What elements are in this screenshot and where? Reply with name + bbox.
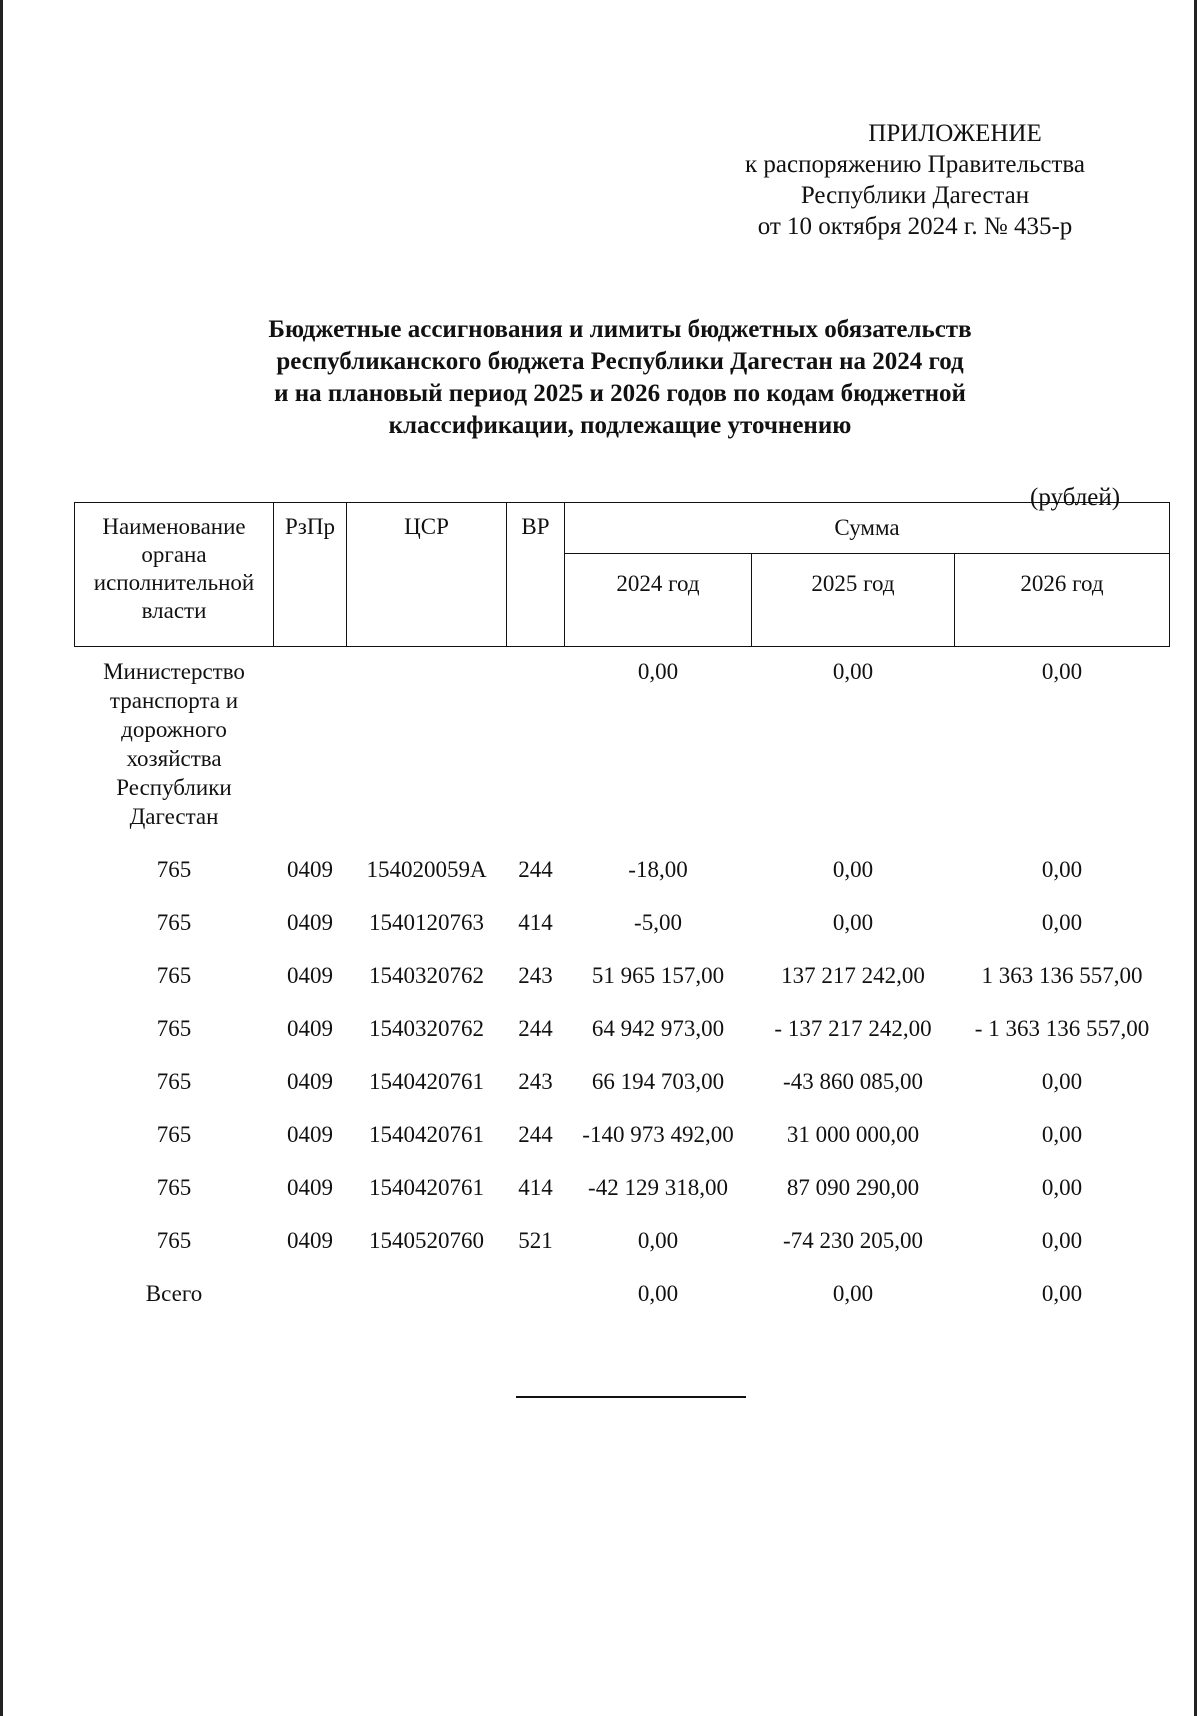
cell-2026: 0,00 xyxy=(1041,1122,1083,1147)
cell-org: 765 xyxy=(156,1122,192,1147)
cell-2024: 51 965 157,00 xyxy=(591,963,725,988)
cell-2026: 0,00 xyxy=(1041,910,1083,935)
cell-vr: 521 xyxy=(518,1228,553,1253)
ministry-2025: 0,00 xyxy=(832,659,874,684)
closing-divider xyxy=(516,1396,746,1398)
document-title-line-2: республиканского бюджета Республики Дагестан на 2024 год xyxy=(276,348,964,375)
total-2026: 0,00 xyxy=(1041,1281,1083,1306)
cell-csr: 1540420761 xyxy=(369,1175,484,1200)
document-title-line-1: Бюджетные ассигнования и лимиты бюджетных обязательств xyxy=(268,316,972,343)
cell-2024: -42 129 318,00 xyxy=(588,1175,728,1200)
cell-2026: 0,00 xyxy=(1041,1228,1083,1253)
total-vr xyxy=(507,1276,565,1319)
cell-2025: 0,00 xyxy=(832,910,874,935)
cell-2026: - 1 363 136 557,00 xyxy=(974,1016,1150,1041)
ministry-name: Министерство транспорта и дорожного хозяйства Республики Дагестан xyxy=(103,659,245,829)
header-vr: ВР xyxy=(507,503,565,647)
cell-2024: 64 942 973,00 xyxy=(591,1016,725,1041)
cell-vr: 244 xyxy=(518,1122,553,1147)
cell-rzpr: 0409 xyxy=(287,910,333,935)
cell-2025: 31 000 000,00 xyxy=(786,1122,920,1147)
cell-2024: -18,00 xyxy=(628,857,688,882)
cell-2026: 0,00 xyxy=(1041,1175,1083,1200)
ministry-vr xyxy=(507,647,565,853)
header-year-2026: 2026 год xyxy=(955,554,1170,647)
cell-org: 765 xyxy=(156,963,192,988)
cell-rzpr: 0409 xyxy=(287,1016,333,1041)
cell-csr: 1540420761 xyxy=(369,1122,484,1147)
ministry-2026: 0,00 xyxy=(1041,659,1083,684)
total-label: Всего xyxy=(145,1281,203,1306)
cell-csr: 1540120763 xyxy=(369,910,484,935)
ministry-rzpr xyxy=(274,647,347,853)
header-rzpr: РзПр xyxy=(274,503,347,647)
table-row xyxy=(75,958,1170,1011)
cell-2024: 66 194 703,00 xyxy=(591,1069,725,1094)
document-title-line-3: и на плановый период 2025 и 2026 годов по кодам бюджетной xyxy=(274,380,966,407)
cell-2025: - 137 217 242,00 xyxy=(774,1016,932,1041)
cell-vr: 244 xyxy=(518,1016,553,1041)
cell-vr: 414 xyxy=(518,1175,553,1200)
table-row xyxy=(75,1064,1170,1117)
cell-csr: 1540520760 xyxy=(369,1228,484,1253)
ministry-csr xyxy=(347,647,507,853)
page-edge-left xyxy=(0,0,3,1716)
cell-2024: -5,00 xyxy=(634,910,682,935)
units-label: (рублей) xyxy=(1030,484,1121,511)
cell-org: 765 xyxy=(156,1016,192,1041)
total-row xyxy=(75,1276,1170,1319)
cell-org: 765 xyxy=(156,1228,192,1253)
cell-2025: -74 230 205,00 xyxy=(783,1228,923,1253)
cell-2026: 0,00 xyxy=(1041,857,1083,882)
cell-vr: 414 xyxy=(518,910,553,935)
cell-org: 765 xyxy=(156,1175,192,1200)
table-row xyxy=(75,852,1170,905)
cell-vr: 243 xyxy=(518,963,553,988)
cell-rzpr: 0409 xyxy=(287,1069,333,1094)
cell-2025: 87 090 290,00 xyxy=(786,1175,920,1200)
cell-org: 765 xyxy=(156,857,192,882)
cell-vr: 243 xyxy=(518,1069,553,1094)
cell-2026: 1 363 136 557,00 xyxy=(981,963,1143,988)
cell-2024: 0,00 xyxy=(637,1228,679,1253)
ministry-2024: 0,00 xyxy=(637,659,679,684)
header-csr: ЦСР xyxy=(347,503,507,647)
cell-2024: -140 973 492,00 xyxy=(582,1122,734,1147)
header-year-2024: 2024 год xyxy=(565,554,752,647)
document-title xyxy=(180,314,1060,442)
cell-org: 765 xyxy=(156,910,192,935)
budget-table xyxy=(74,502,1170,1319)
table-row xyxy=(75,1223,1170,1276)
cell-org: 765 xyxy=(156,1069,192,1094)
cell-2025: -43 860 085,00 xyxy=(783,1069,923,1094)
cell-rzpr: 0409 xyxy=(287,1228,333,1253)
table-row xyxy=(75,1011,1170,1064)
table-row xyxy=(75,1170,1170,1223)
appendix-header xyxy=(700,118,1130,242)
header-sum: Сумма xyxy=(565,503,1170,554)
total-2024: 0,00 xyxy=(637,1281,679,1306)
cell-rzpr: 0409 xyxy=(287,963,333,988)
cell-csr: 1540420761 xyxy=(369,1069,484,1094)
cell-2025: 137 217 242,00 xyxy=(781,963,925,988)
cell-rzpr: 0409 xyxy=(287,1175,333,1200)
table-row xyxy=(75,905,1170,958)
appendix-title: ПРИЛОЖЕНИЕ xyxy=(868,120,1042,147)
total-2025: 0,00 xyxy=(832,1281,874,1306)
total-rzpr xyxy=(274,1276,347,1319)
document-title-line-4: классификации, подлежащие уточнению xyxy=(388,412,852,439)
cell-csr: 1540320762 xyxy=(369,1016,484,1041)
total-csr xyxy=(347,1276,507,1319)
page-edge-right xyxy=(1194,0,1197,1716)
cell-csr: 1540320762 xyxy=(369,963,484,988)
table-row xyxy=(75,1117,1170,1170)
cell-csr: 154020059А xyxy=(366,857,487,882)
appendix-line-2: Республики Дагестан xyxy=(800,182,1030,209)
cell-vr: 244 xyxy=(518,857,553,882)
cell-2025: 0,00 xyxy=(832,857,874,882)
cell-rzpr: 0409 xyxy=(287,1122,333,1147)
header-year-2025: 2025 год xyxy=(752,554,955,647)
ministry-row xyxy=(75,647,1170,853)
appendix-line-1: к распоряжению Правительства xyxy=(744,151,1085,178)
cell-rzpr: 0409 xyxy=(287,857,333,882)
cell-2026: 0,00 xyxy=(1041,1069,1083,1094)
header-org: Наименование органа исполнительной власти xyxy=(75,503,274,647)
appendix-line-3: от 10 октября 2024 г. № 435-р xyxy=(757,213,1073,240)
